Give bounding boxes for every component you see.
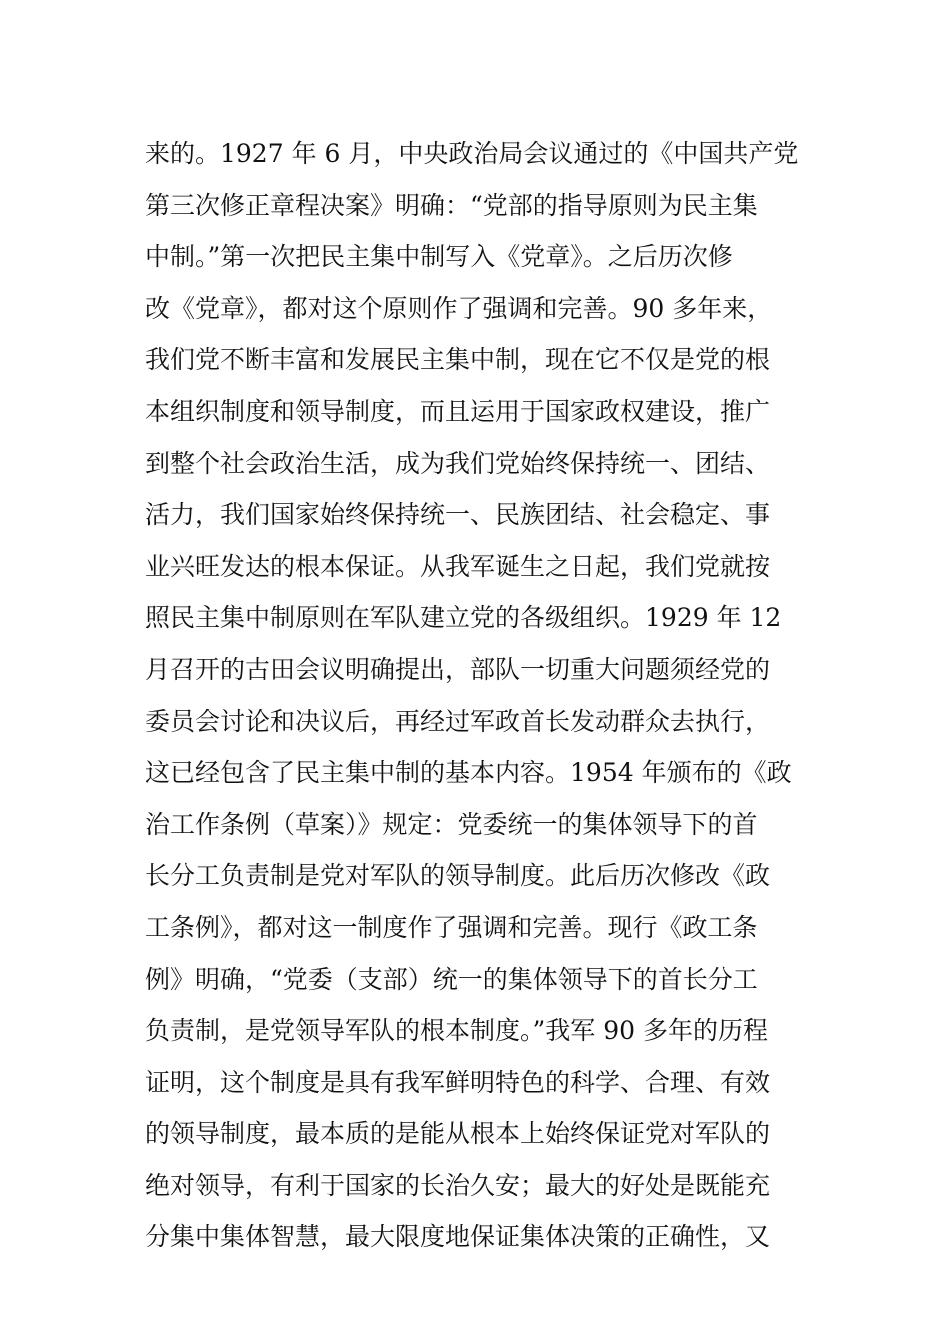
text-line: 改《党章》，都对这个原则作了强调和完善。90 多年来， — [145, 293, 773, 323]
text-line: 这已经包含了民主集中制的基本内容。1954 年颁布的《政 — [145, 758, 792, 788]
text-line: 工条例》，都对这一制度作了强调和完善。现行《政工条 — [145, 912, 758, 942]
text-line: 长分工负责制是党对军队的领导制度。此后历次修改《政 — [145, 861, 771, 891]
text-line: 我们党不断丰富和发展民主集中制，现在它不仅是党的根 — [145, 345, 771, 375]
text-line: 活力，我们国家始终保持统一、民族团结、社会稳定、事 — [145, 500, 771, 530]
text-line: 的领导制度，最本质的是能从根本上始终保证党对军队的 — [145, 1119, 771, 1149]
text-line: 绝对领导，有利于国家的长治久安；最大的好处是既能充 — [145, 1170, 771, 1200]
text-line: 中制。”第一次把民主集中制写入《党章》。之后历次修 — [145, 242, 733, 272]
text-line: 负责制，是党领导军队的根本制度。”我军 90 多年的历程 — [145, 1016, 768, 1046]
text-line: 第三次修正章程决案》明确：“党部的指导原则为民主集 — [145, 190, 758, 220]
text-line: 本组织制度和领导制度，而且运用于国家政权建设，推广 — [145, 396, 771, 426]
text-line: 来的。1927 年 6 月，中央政治局会议通过的《中国共产党 — [145, 139, 799, 168]
text-line: 例》明确，“党委（支部）统一的集体领导下的首长分工 — [145, 964, 758, 994]
text-line: 治工作条例（草案）》规定：党委统一的集体领导下的首 — [145, 809, 758, 839]
text-line: 业兴旺发达的根本保证。从我军诞生之日起，我们党就按 — [145, 551, 771, 581]
body-paragraph — [145, 128, 810, 1263]
text-line: 证明，这个制度是具有我军鲜明特色的科学、合理、有效 — [145, 1067, 771, 1097]
text-line: 月召开的古田会议明确提出，部队一切重大问题须经党的 — [145, 654, 771, 684]
text-line: 照民主集中制原则在军队建立党的各级组织。1929 年 12 — [145, 603, 782, 633]
text-line: 分集中集体智慧，最大限度地保证集体决策的正确性，又 — [145, 1222, 771, 1252]
text-line: 到整个社会政治生活，成为我们党始终保持统一、团结、 — [145, 448, 771, 478]
text-line: 委员会讨论和决议后，再经过军政首长发动群众去执行， — [145, 706, 771, 736]
